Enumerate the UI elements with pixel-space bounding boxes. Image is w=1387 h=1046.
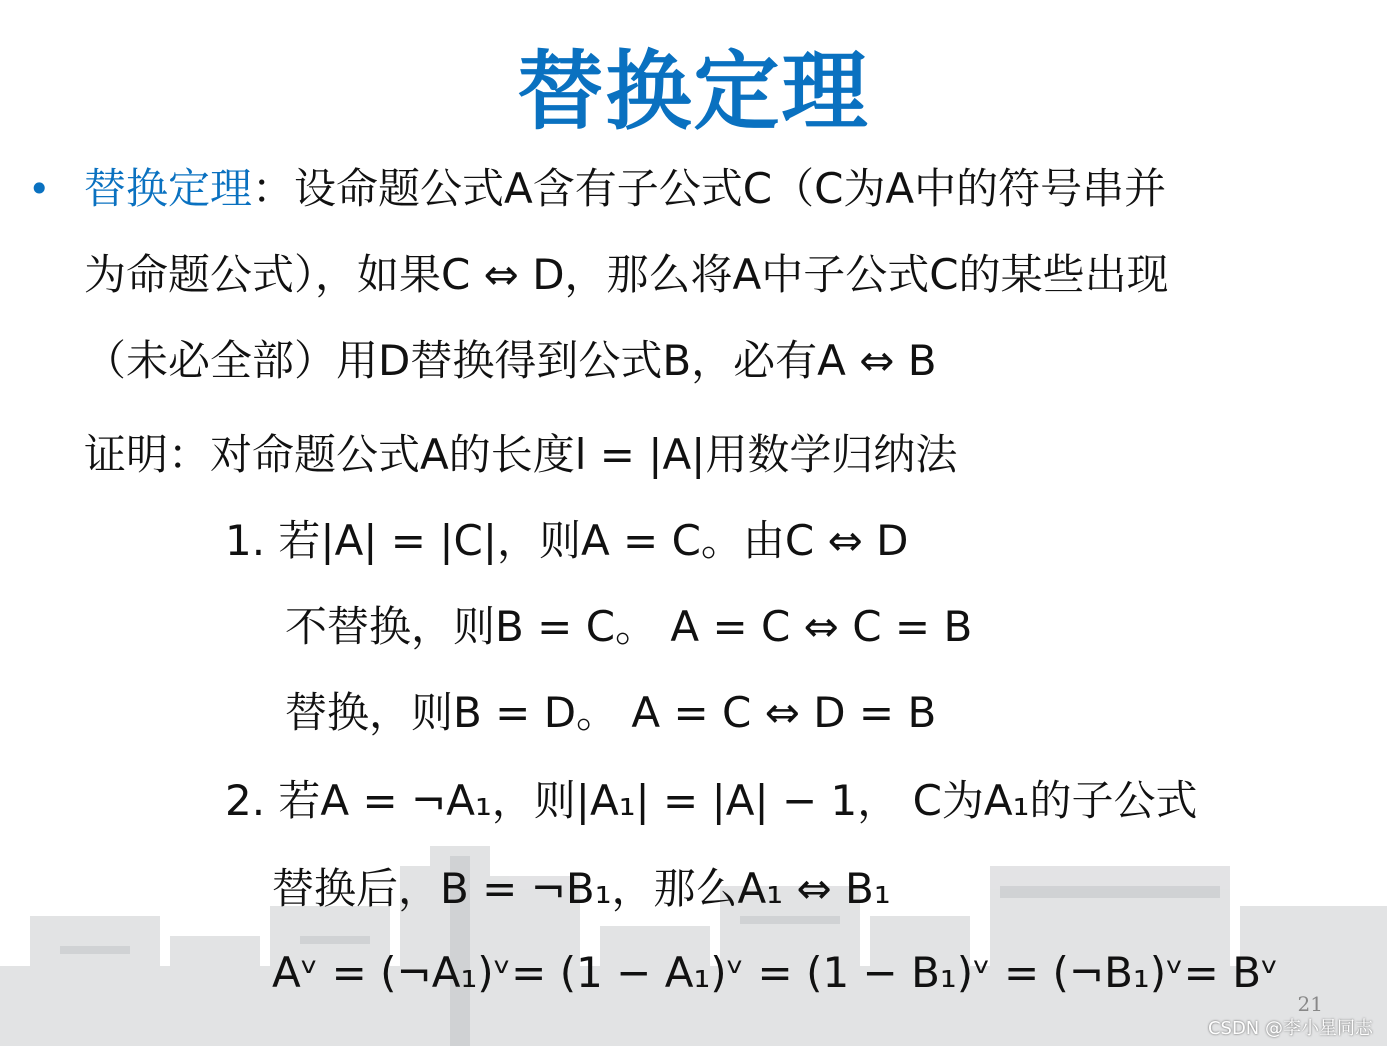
proof-step-1: 1. 若|A| = |C|，则A = C。由C ⇔ D (225, 516, 909, 565)
proof-step-1-replace: 替换，则B = D。 A = C ⇔ D = B (285, 688, 937, 737)
proof-step-2: 2. 若A = ¬A₁，则|A₁| = |A| − 1， C为A₁的子公式 (225, 776, 1198, 825)
bullet-dot-icon: • (28, 167, 51, 211)
theorem-line-2: 为命题公式），如果C ⇔ D，那么将A中子公式C的某些出现 (84, 250, 1169, 299)
proof-step-2-valuation: Aᵛ = (¬A₁)ᵛ= (1 − A₁)ᵛ = (1 − B₁)ᵛ = (¬B₁)ᵛ= Bᵛ (272, 948, 1279, 997)
theorem-line-3: （未必全部）用D替换得到公式B，必有A ⇔ B (84, 336, 937, 385)
theorem-line-1 (84, 162, 1166, 216)
theorem-statement-1: ：设命题公式A含有子公式C（C为A中的符号串并 (252, 164, 1167, 213)
theorem-label: 替换定理 (84, 164, 253, 213)
csdn-watermark: CSDN @李小星同志 (1207, 1018, 1373, 1039)
slide-title: 替换定理 (517, 42, 870, 142)
page-number: 21 (1297, 992, 1323, 1016)
proof-step-1-no-replace: 不替换，则B = C。 A = C ⇔ C = B (285, 602, 973, 651)
proof-intro: 证明：对命题公式A的长度l = |A|用数学归纳法 (84, 430, 958, 479)
proof-step-2-after-replace: 替换后，B = ¬B₁，那么A₁ ⇔ B₁ (272, 864, 891, 913)
